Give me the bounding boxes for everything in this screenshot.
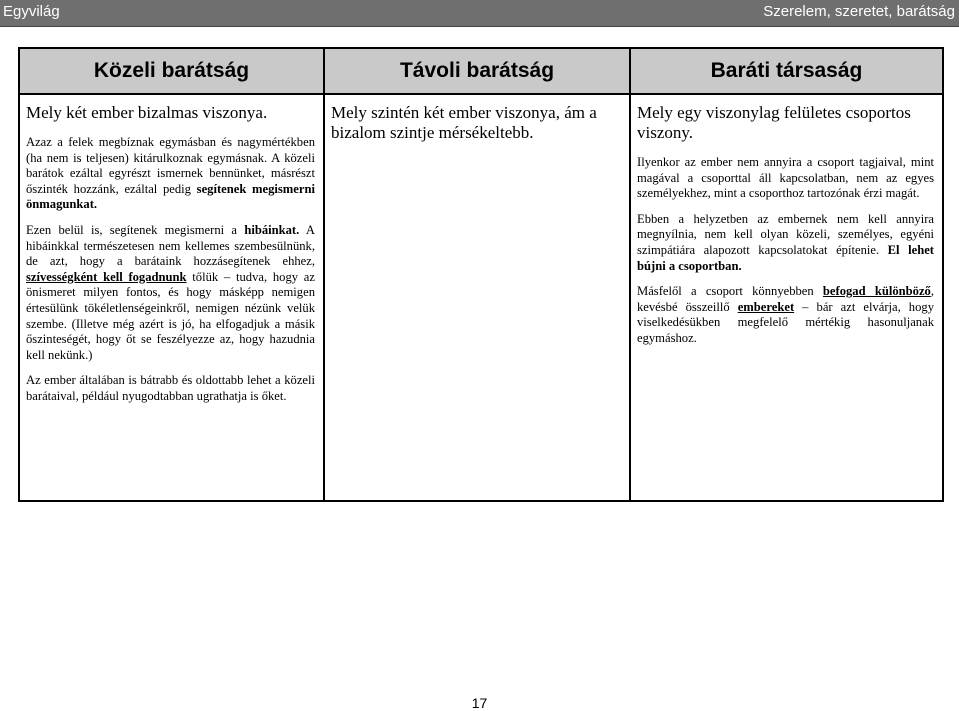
paragraph-kozeli-3: Az ember általában is bátrabb és oldottabb lehet a közeli barátaival, például nyugodtabban ugrathatja is őket. [26, 373, 315, 403]
cell-tavoli-baratsag [324, 94, 630, 501]
page-number: 17 [471, 695, 488, 711]
cell-barati-tarsasag [630, 94, 943, 501]
text: tőlük – tudva, hogy az önismeret milyen fontos, és hogy másképp nemigen értesülünk tökéletlenségeinkről, nemigen nézünk velük szembe. (Illetve még azért is jó, ha elfogadjuk a másik őszinteségét, hogy őt se feszélyezze az, hogy hazudnia kell nekünk.) [26, 269, 315, 362]
text: Másfelől a csoport könnyebben [637, 284, 823, 299]
column-header-tarsasag: Baráti társaság [630, 48, 943, 94]
table-header-row [19, 48, 943, 94]
column-header-kozeli: Közeli barátság [19, 48, 324, 94]
running-header [0, 0, 959, 27]
bold-underlined-text: embereket [737, 299, 795, 314]
text: Azaz a felek megbíznak egymásban és nagymértékben (ha nem is teljesen) kitárulkoznak egymásnak. A közeli barátok ezáltal egyrészt ismernek bennünket, másrészt őszinték hozzánk, ezáltal pedig [26, 135, 315, 196]
text: – bár azt elvárja, hogy viselkedésükben megfelelő mértékig hasonuljanak egymáshoz. [637, 299, 934, 345]
header-left-title: Egyvilág [3, 3, 60, 20]
paragraph-kozeli-1 [26, 135, 315, 213]
text: Ebben a helyzetben az embernek nem kell annyira megnyílnia, nem kell olyan közeli, személyes, egyéni szimpátiára alapozott kapcsolatokat építenie. [637, 211, 934, 257]
bold-text: hibáinkat. [244, 222, 300, 237]
bold-text: segítenek megismerni önmagunkat. [26, 181, 315, 212]
text: Ezen belül is, segítenek megismerni a [26, 222, 245, 237]
lead-tarsasag: Mely egy viszonylag felületes csoportos viszony. [637, 103, 911, 142]
text: A hibáinkkal természetesen nem kellemes szembesülnünk, de azt, hogy a barátaink hozzásegítenek ehhez, [26, 222, 315, 269]
column-header-tavoli: Távoli barátság [324, 48, 630, 94]
cell-kozeli-baratsag [19, 94, 324, 501]
comparison-table [18, 47, 944, 502]
lead-tavoli: Mely szintén két ember viszonya, ám a bizalom szintje mérsékeltebb. [331, 103, 597, 142]
bold-text: El lehet bújni a csoportban. [637, 242, 934, 273]
paragraph-kozeli-2 [26, 223, 315, 363]
bold-underlined-text: befogad különböző [822, 284, 931, 299]
table-body-row [19, 94, 943, 501]
paragraph-tarsasag-3 [637, 284, 934, 346]
text: , kevésbé összeillő [637, 284, 934, 314]
header-right-title: Szerelem, szeretet, barátság [763, 3, 955, 20]
lead-kozeli: Mely két ember bizalmas viszonya. [26, 103, 268, 122]
paragraph-tarsasag-2 [637, 212, 934, 274]
bold-underlined-text: szívességként kell fogadnunk [26, 269, 187, 284]
paragraph-tarsasag-1: Ilyenkor az ember nem annyira a csoport tagjaival, mint magával a csoporttal áll kapcsolatban, nem az egyes személyekhez, mint a csoporthoz tartozónak érzi magát. [637, 155, 934, 201]
